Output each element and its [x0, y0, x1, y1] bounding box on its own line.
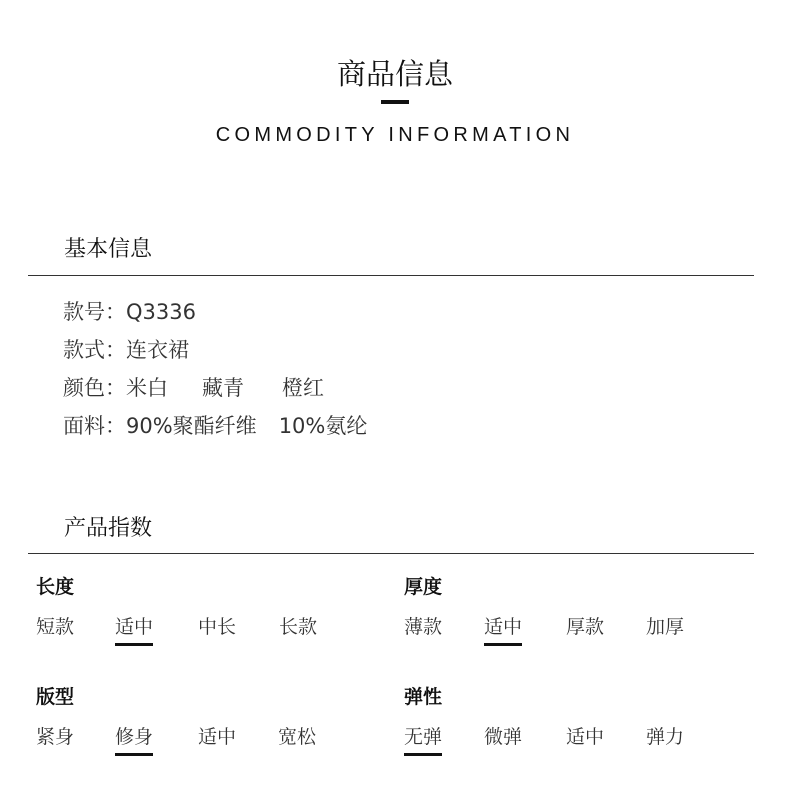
- fabric-label: 面料：: [63, 414, 126, 438]
- product-index-heading: 产品指数: [64, 516, 153, 541]
- style-value: 连衣裙: [126, 338, 189, 362]
- style-no-label: 款号：: [63, 300, 126, 324]
- length-title: 长度: [36, 576, 75, 598]
- fabric-value: 10%氨纶: [278, 414, 368, 438]
- color-row: [63, 372, 324, 402]
- length-option: 短款: [36, 616, 75, 638]
- color-value: 藏青: [202, 376, 244, 400]
- length-option: 适中: [115, 612, 153, 639]
- product-index-rule: [28, 553, 754, 554]
- elasticity-option: 微弹: [484, 726, 523, 748]
- elasticity-option: 无弹: [404, 722, 442, 749]
- thickness-option: 薄款: [404, 616, 443, 638]
- fit-option: 适中: [198, 726, 237, 748]
- length-option: 中长: [198, 616, 237, 638]
- fabric-row: [63, 410, 367, 440]
- fit-option: 宽松: [278, 726, 317, 748]
- style-no-row: [63, 296, 196, 326]
- basic-info-heading: 基本信息: [64, 237, 153, 262]
- page-title-en: COMMODITY INFORMATION: [215, 124, 575, 146]
- style-label: 款式：: [63, 338, 126, 362]
- thickness-option: 厚款: [566, 616, 605, 638]
- page-title-cn: 商品信息: [336, 57, 453, 91]
- length-option: 长款: [279, 616, 318, 638]
- color-label: 颜色：: [63, 376, 126, 400]
- color-value: 橙红: [282, 376, 324, 400]
- thickness-title: 厚度: [404, 576, 443, 598]
- fit-title: 版型: [36, 686, 75, 708]
- basic-info-rule: [28, 275, 754, 276]
- style-no-value: Q3336: [126, 300, 196, 324]
- style-row: [63, 334, 189, 364]
- thickness-option: 加厚: [646, 616, 685, 638]
- elasticity-option: 弹力: [646, 726, 685, 748]
- elasticity-title: 弹性: [404, 686, 443, 708]
- thickness-option: 适中: [484, 612, 522, 639]
- fabric-value: 90%聚酯纤维: [126, 414, 257, 438]
- title-divider: [381, 100, 409, 104]
- fit-option: 紧身: [36, 726, 75, 748]
- fit-option: 修身: [115, 722, 153, 749]
- elasticity-option: 适中: [566, 726, 605, 748]
- color-value: 米白: [126, 376, 168, 400]
